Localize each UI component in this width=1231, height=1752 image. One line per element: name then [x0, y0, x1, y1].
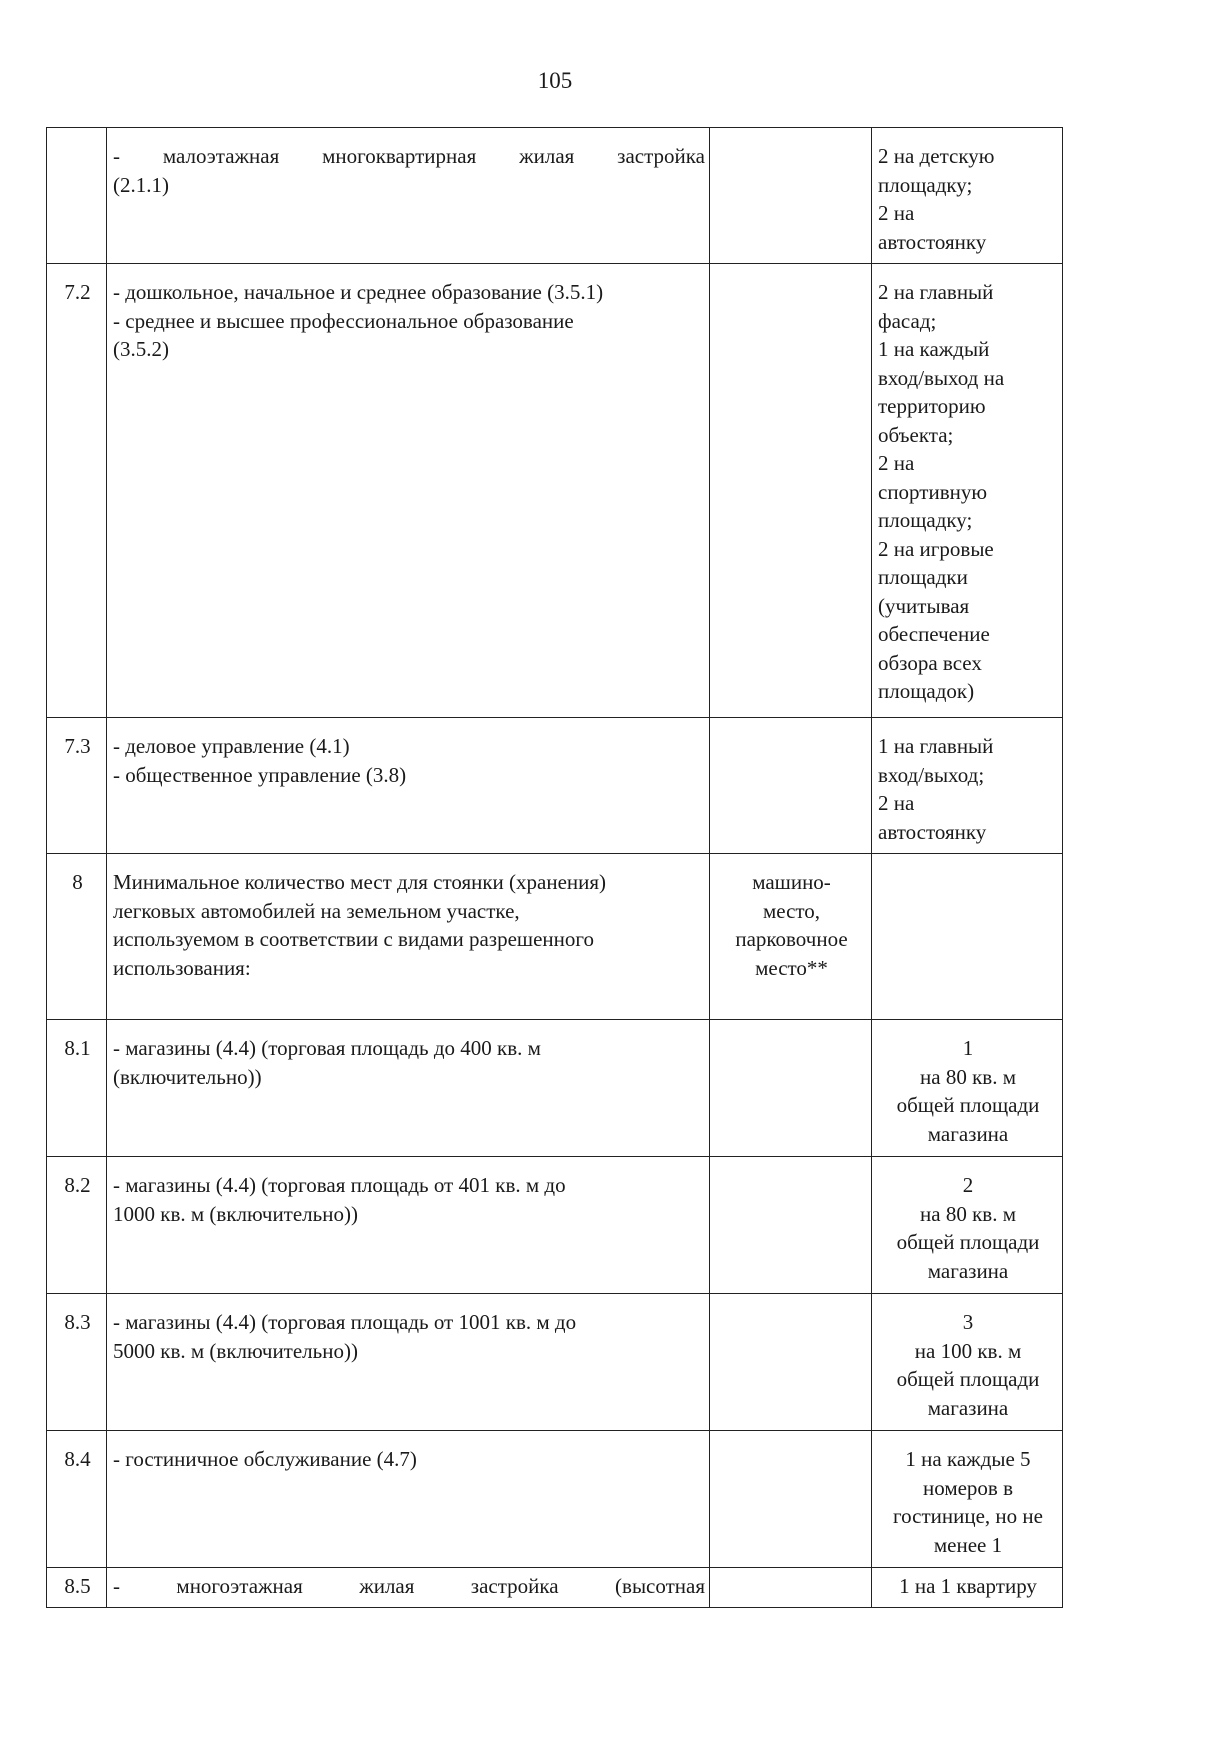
description-line: - магазины (4.4) (торговая площадь до 400 кв. м [113, 1036, 541, 1060]
row-number: 8.2 [47, 1157, 107, 1294]
row-description [107, 1020, 710, 1157]
row-value [872, 718, 1063, 854]
value-line: магазина [927, 1121, 1009, 1146]
table-row [47, 1568, 1063, 1608]
description-line: Минимальное количество мест для стоянки (хранения) [113, 870, 607, 894]
row-value [872, 1568, 1063, 1608]
description-line: - гостиничное обслуживание (4.7) [113, 1447, 417, 1471]
row-number: 8.1 [47, 1020, 107, 1157]
row-unit [710, 1568, 872, 1608]
row-value [872, 128, 1063, 264]
value-line: автостоянку [878, 229, 987, 254]
description-line: использования: [113, 955, 251, 980]
description-line: - общественное управление (3.8) [113, 762, 407, 787]
description-line: легковых автомобилей на земельном участке, [113, 898, 520, 923]
table-row [47, 1294, 1063, 1431]
row-value [872, 1020, 1063, 1157]
value-line: площадок) [878, 679, 975, 703]
value-line: 1 на 1 квартиру [899, 1574, 1037, 1598]
value-line: площадки [878, 565, 968, 589]
row-value [872, 1294, 1063, 1431]
value-line: спортивную [878, 479, 988, 504]
value-line: фасад; [878, 308, 937, 333]
row-number: 8.3 [47, 1294, 107, 1431]
row-number: 8.4 [47, 1431, 107, 1568]
value-line: на 80 кв. м [920, 1064, 1016, 1089]
value-line: общей площади [896, 1093, 1040, 1117]
value-line: площадку; [878, 172, 973, 197]
value-line: вход/выход на [878, 365, 1005, 390]
description-line: - малоэтажная многоквартирная жилая застройка [113, 144, 705, 168]
table-row [47, 1431, 1063, 1568]
value-line: 1 [962, 1036, 974, 1060]
table-row [47, 854, 1063, 1020]
description-line: - деловое управление (4.1) [113, 734, 350, 758]
row-description [107, 854, 710, 1020]
row-description [107, 1294, 710, 1431]
description-line: 5000 кв. м (включительно)) [113, 1338, 358, 1363]
value-line: 2 на игровые [878, 536, 994, 561]
value-line: 2 на [878, 451, 915, 475]
table-row [47, 128, 1063, 264]
page-number: 105 [537, 68, 573, 93]
value-line: 2 на главный [878, 280, 994, 304]
row-number: 7.2 [47, 264, 107, 718]
row-unit [710, 1157, 872, 1294]
value-line: 2 на детскую [878, 144, 995, 168]
unit-line: место, [762, 898, 821, 923]
row-value [872, 264, 1063, 718]
row-unit [710, 264, 872, 718]
value-line: 2 [962, 1173, 974, 1197]
value-line: магазина [927, 1395, 1009, 1420]
value-line: площадку; [878, 508, 973, 532]
value-line: обеспечение [878, 622, 990, 646]
description-line: используемом в соответствии с видами разрешенного [113, 927, 594, 951]
value-line: на 80 кв. м [920, 1201, 1016, 1226]
parking-requirements-table [46, 127, 1063, 1608]
value-line: номеров в [922, 1475, 1014, 1500]
row-number [47, 128, 107, 264]
row-number: 7.3 [47, 718, 107, 854]
value-line: (учитывая [878, 593, 970, 618]
description-line: - многоэтажная жилая застройка (высотная [113, 1574, 705, 1598]
description-line: 1000 кв. м (включительно)) [113, 1201, 358, 1226]
row-description [107, 718, 710, 854]
row-description [107, 1157, 710, 1294]
description-line: - дошкольное, начальное и среднее образование (3.5.1) [113, 280, 604, 304]
table-row [47, 264, 1063, 718]
row-unit [710, 1294, 872, 1431]
row-number: 8.5 [47, 1568, 107, 1608]
value-line: автостоянку [878, 819, 987, 844]
row-unit [710, 718, 872, 854]
row-unit [710, 1020, 872, 1157]
table-row [47, 1157, 1063, 1294]
value-line: обзора всех [878, 650, 982, 675]
unit-line: машино- [752, 870, 831, 894]
row-unit [710, 854, 872, 1020]
description-line: (2.1.1) [113, 172, 169, 197]
value-line: 2 на [878, 201, 915, 225]
row-description [107, 1568, 710, 1608]
value-line: 1 на главный [878, 734, 994, 758]
row-description [107, 264, 710, 718]
row-unit [710, 1431, 872, 1568]
value-line: территорию [878, 394, 986, 418]
value-line: объекта; [878, 422, 954, 447]
value-line: магазина [927, 1258, 1009, 1283]
row-description [107, 128, 710, 264]
value-line: 3 [962, 1310, 974, 1334]
value-line: общей площади [896, 1367, 1040, 1391]
table-row [47, 718, 1063, 854]
unit-line: место** [755, 955, 828, 980]
value-line: вход/выход; [878, 762, 985, 787]
row-description [107, 1431, 710, 1568]
value-line: 2 на [878, 791, 915, 815]
row-unit [710, 128, 872, 264]
table-row [47, 1020, 1063, 1157]
description-line: - магазины (4.4) (торговая площадь от 401 кв. м до [113, 1173, 566, 1197]
description-line: - магазины (4.4) (торговая площадь от 1001 кв. м до [113, 1310, 577, 1334]
unit-line: парковочное [735, 927, 848, 951]
value-line: 1 на каждые 5 [905, 1447, 1031, 1471]
value-line: 1 на каждый [878, 337, 990, 361]
row-value [872, 1157, 1063, 1294]
row-number: 8 [47, 854, 107, 1020]
value-line: гостинице, но не [893, 1504, 1043, 1528]
value-line: на 100 кв. м [914, 1338, 1022, 1363]
value-line: менее 1 [933, 1532, 1003, 1557]
value-line: общей площади [896, 1230, 1040, 1254]
description-line: (3.5.2) [113, 337, 169, 361]
description-line: (включительно)) [113, 1064, 262, 1089]
row-value [872, 854, 1063, 1020]
row-value [872, 1431, 1063, 1568]
description-line: - среднее и высшее профессиональное образование [113, 308, 574, 333]
